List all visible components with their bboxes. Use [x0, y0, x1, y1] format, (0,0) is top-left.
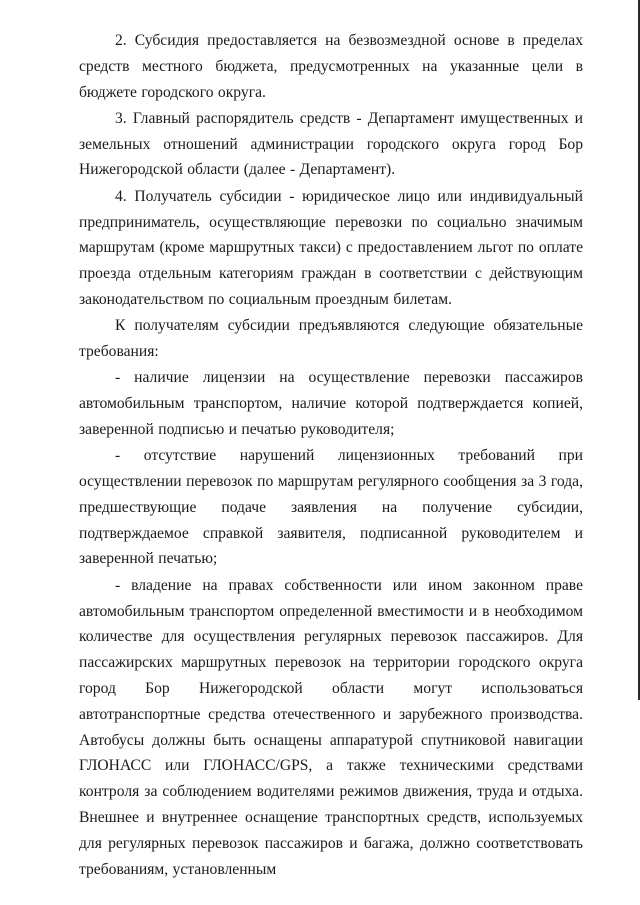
paragraph-subsidy-recipient: 4. Получатель субсидии - юридическое лицо или индивидуальный предприниматель, осуществляющие перевозки по социально значимым маршрутам (кроме маршрутных такси) с предоставлением льгот по оплате проезда отдельным категориям граждан в соответствии с действующим законодательством по социальным проездным билетам.	[79, 187, 583, 308]
requirement-no-violations: - отсутствие нарушений лицензионных требований при осуществлении перевозок по маршрутам регулярного сообщения за 3 года, предшествующие подаче заявления на получение субсидии, подтверждаемое справкой заявителя, подписанной руководителем и заверенной печатью;	[79, 447, 583, 568]
paragraph-main-administrator: 3. Главный распорядитель средств - Департамент имущественных и земельных отношений администрации городского округа город Бор Нижегородской области (далее - Департамент).	[79, 109, 583, 179]
requirement-license: - наличие лицензии на осуществление перевозки пассажиров автомобильным транспортом, наличие которой подтверждается копией, заверенной подписью и печатью руководителя;	[79, 369, 583, 438]
requirement-vehicle-ownership: - владение на правах собственности или ином законном праве автомобильным транспортом определенной вместимости и в необходимом количестве для осуществления регулярных перевозок пассажиров. Для пассажирских маршрутных перевозок на территории городского округа город Бор Нижегородской области могут использоваться автотранспортные средства отечественного и зарубежного производства. Автобусы должны быть оснащены аппаратурой спутниковой навигации ГЛОНАСС или ГЛОНАСС/GPS, а также техническими средствами контроля за соблюдением водителями режимов движения, труда и отдыха. Внешнее и внутреннее оснащение транспортных средств, используемых для регулярных перевозок пассажиров и багажа, должно соответствовать требованиям, установленным	[79, 576, 583, 878]
paragraph-subsidy-basis: 2. Субсидия предоставляется на безвозмездной основе в пределах средств местного бюджета, предусмотренных на указанные цели в бюджете городского округа.	[79, 32, 583, 101]
paragraph-requirements-intro: К получателям субсидии предъявляются следующие обязательные требования:	[79, 317, 583, 361]
document-page	[79, 28, 583, 882]
